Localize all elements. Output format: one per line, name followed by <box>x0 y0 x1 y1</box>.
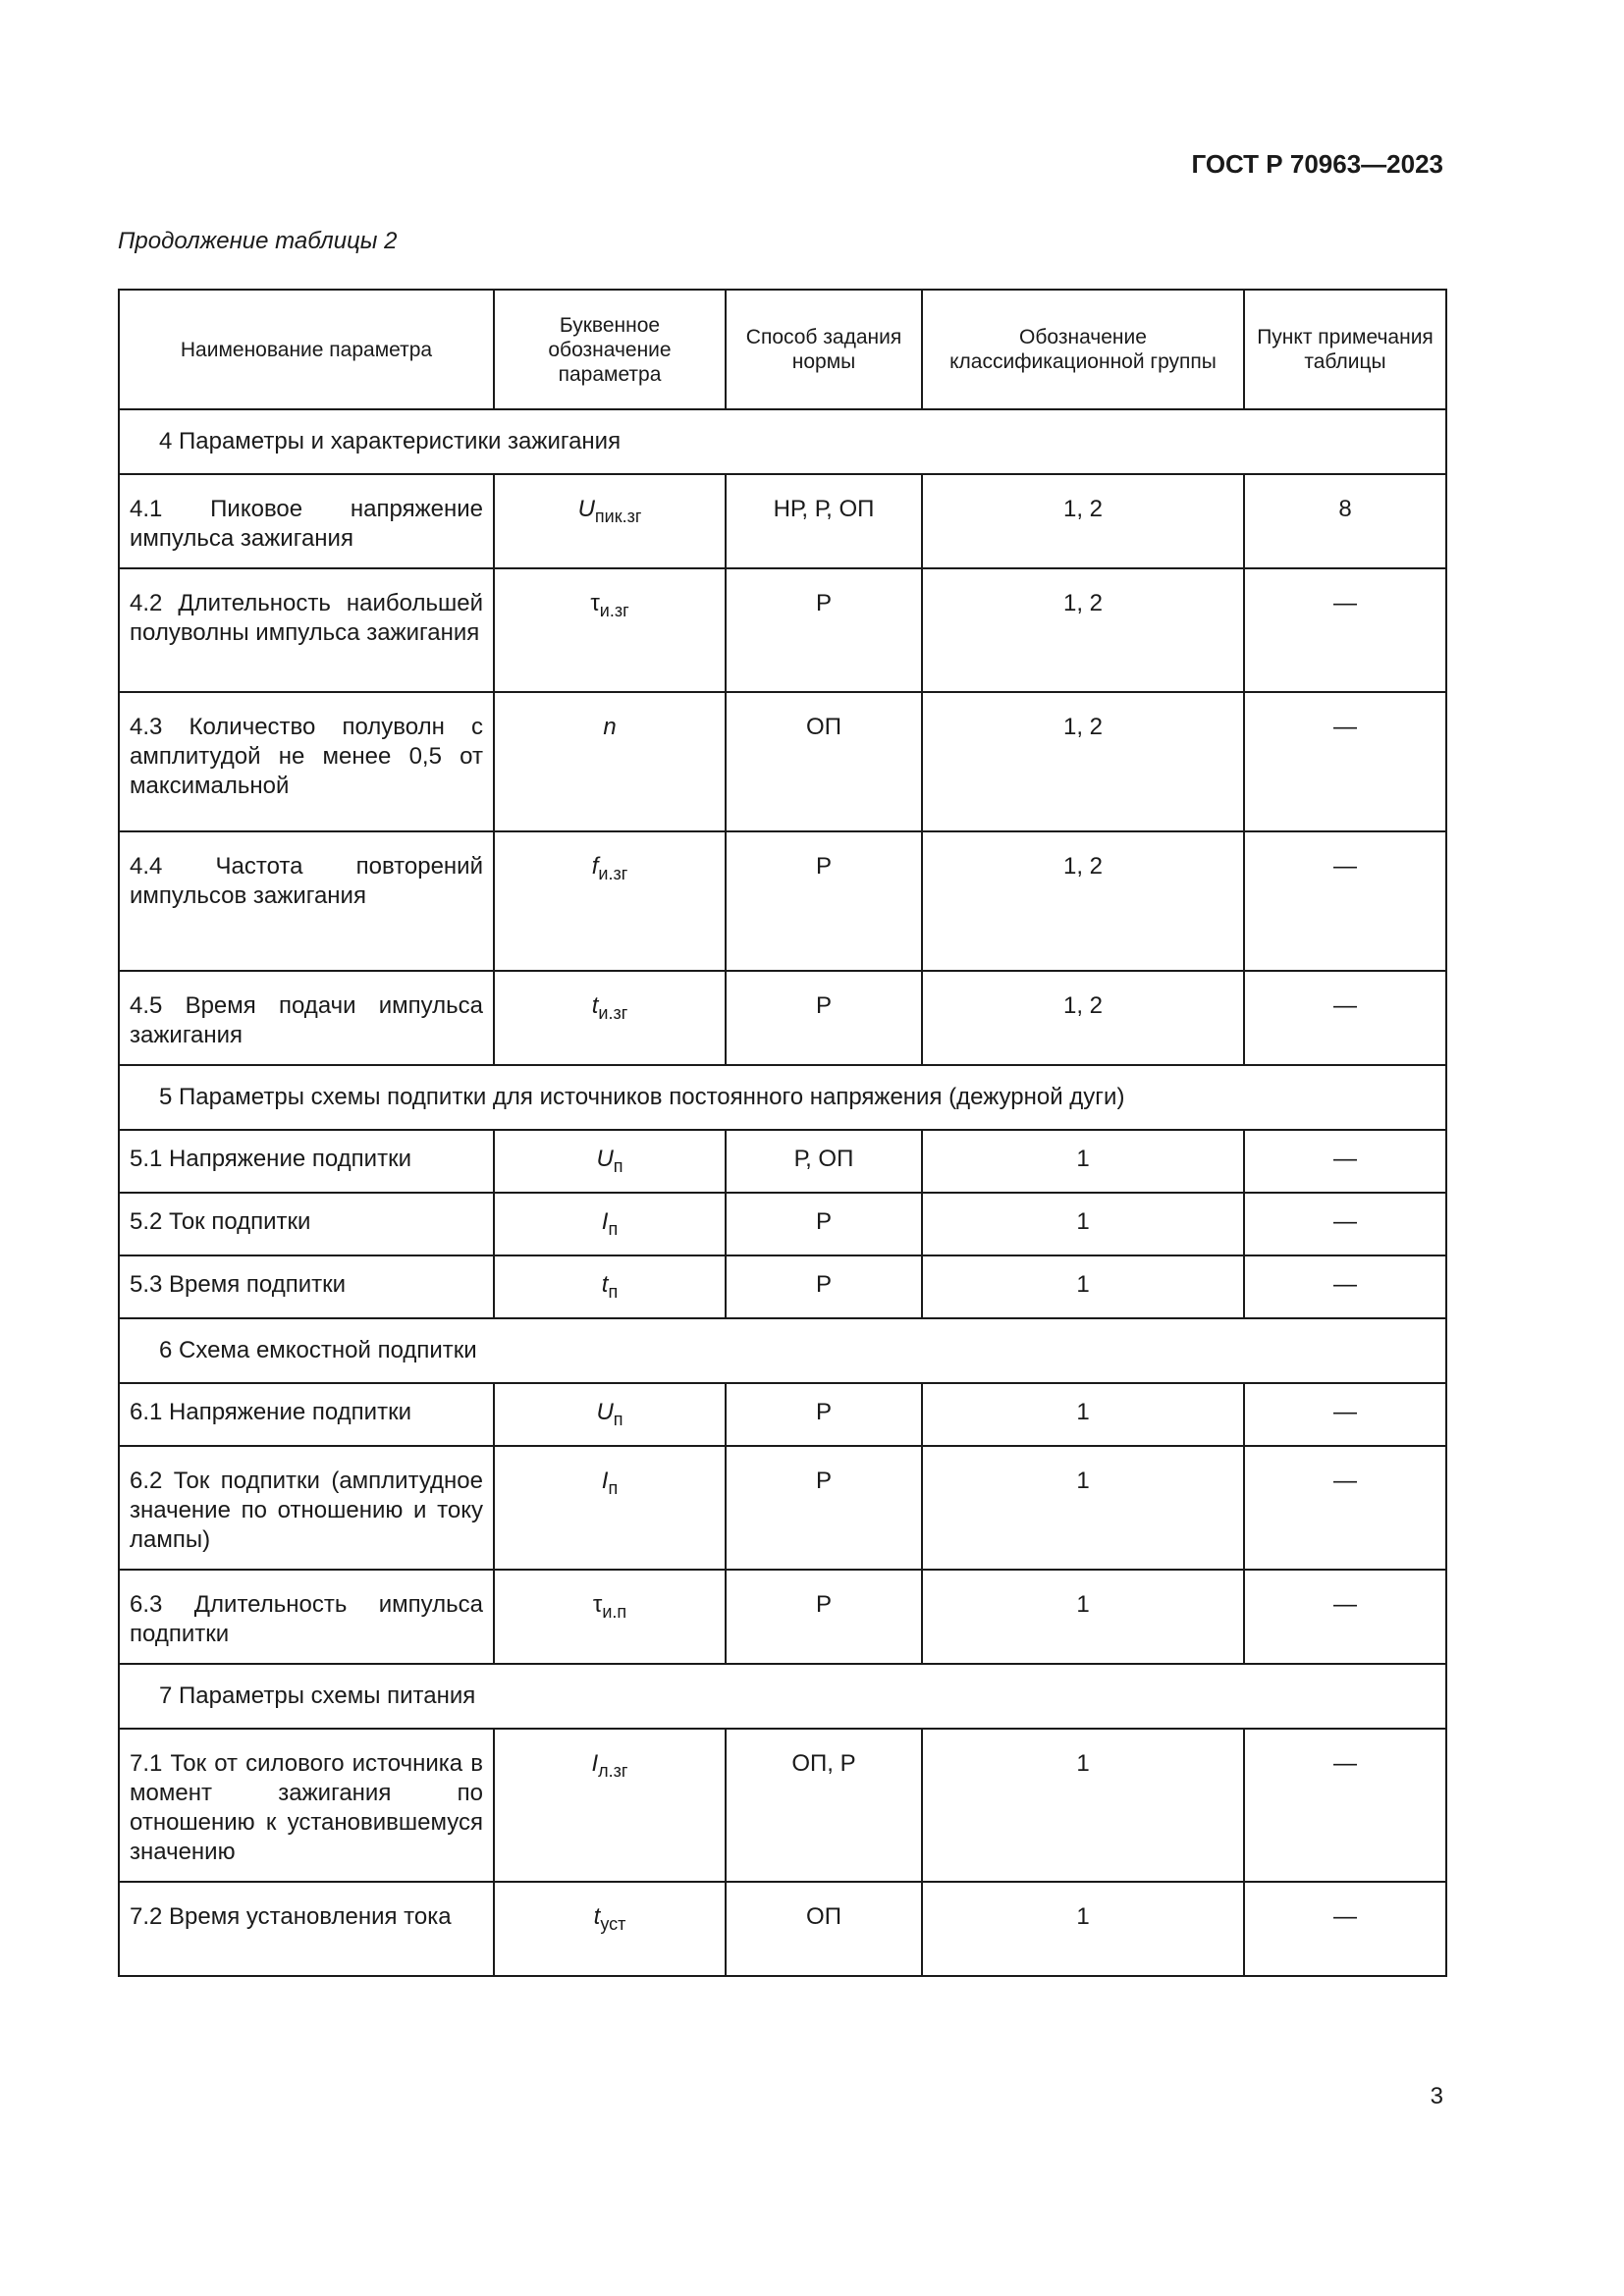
param-name: 6.3 Длительность импульса подпитки <box>119 1570 494 1664</box>
param-group: 1 <box>922 1130 1244 1193</box>
table-row <box>119 1383 1446 1446</box>
param-symbol: $f_{и.зг}$ <box>494 831 726 971</box>
param-note: — <box>1244 1446 1446 1570</box>
section-row <box>119 1318 1446 1383</box>
param-method: Р <box>726 971 922 1065</box>
param-note: — <box>1244 1729 1446 1882</box>
param-symbol: $I_{л.зг}$ <box>494 1729 726 1882</box>
section-row <box>119 409 1446 474</box>
param-group: 1 <box>922 1729 1244 1882</box>
param-name: 6.1 Напряжение подпитки <box>119 1383 494 1446</box>
standard-designation: ГОСТ Р 70963—2023 <box>1191 149 1443 179</box>
param-name: 4.2 Длительность наибольшей полуволны импульса зажигания <box>119 568 494 692</box>
param-method: Р <box>726 1255 922 1318</box>
section-title: 7 Параметры схемы питания <box>119 1664 1446 1729</box>
table-row <box>119 971 1446 1065</box>
param-note: — <box>1244 1255 1446 1318</box>
param-symbol: $t_{и.зг}$ <box>494 971 726 1065</box>
param-name: 6.2 Ток подпитки (амплитудное значение по отношению и току лампы) <box>119 1446 494 1570</box>
table-row <box>119 692 1446 831</box>
param-name: 5.2 Ток подпитки <box>119 1193 494 1255</box>
param-note: — <box>1244 971 1446 1065</box>
page-number: 3 <box>1430 2083 1443 2109</box>
param-note: — <box>1244 568 1446 692</box>
table-row <box>119 1729 1446 1882</box>
param-note: — <box>1244 1130 1446 1193</box>
section-row <box>119 1664 1446 1729</box>
param-name: 7.1 Ток от силового источника в момент зажигания по отношению к установившемуся значению <box>119 1729 494 1882</box>
section-title: 6 Схема емкостной подпитки <box>119 1318 1446 1383</box>
param-group: 1 <box>922 1570 1244 1664</box>
table-row <box>119 568 1446 692</box>
param-method: Р <box>726 1570 922 1664</box>
param-symbol: $U_п$ <box>494 1130 726 1193</box>
param-name: 4.5 Время подачи импульса зажигания <box>119 971 494 1065</box>
table-row <box>119 1255 1446 1318</box>
section-row <box>119 1065 1446 1130</box>
param-group: 1, 2 <box>922 971 1244 1065</box>
param-symbol: $t_{уст}$ <box>494 1882 726 1976</box>
param-symbol: $I_п$ <box>494 1193 726 1255</box>
param-name: 7.2 Время установления тока <box>119 1882 494 1976</box>
param-group: 1, 2 <box>922 474 1244 568</box>
table-row <box>119 1882 1446 1976</box>
param-method: Р <box>726 1446 922 1570</box>
param-symbol: $U_{пик.зг}$ <box>494 474 726 568</box>
param-name: 5.3 Время подпитки <box>119 1255 494 1318</box>
param-note: — <box>1244 831 1446 971</box>
param-note: — <box>1244 1383 1446 1446</box>
param-group: 1 <box>922 1255 1244 1318</box>
param-name: 4.1 Пиковое напряжение импульса зажигания <box>119 474 494 568</box>
table-row <box>119 1570 1446 1664</box>
col-header-name: Наименование параметра <box>119 290 494 409</box>
col-header-note: Пункт примечания таблицы <box>1244 290 1446 409</box>
table-row <box>119 1193 1446 1255</box>
param-method: Р <box>726 831 922 971</box>
table-row <box>119 831 1446 971</box>
param-name: 5.1 Напряжение подпитки <box>119 1130 494 1193</box>
param-group: 1, 2 <box>922 692 1244 831</box>
param-method: ОП <box>726 692 922 831</box>
param-symbol: $t_п$ <box>494 1255 726 1318</box>
param-note: — <box>1244 1193 1446 1255</box>
param-name: 4.4 Частота повторений импульсов зажигания <box>119 831 494 971</box>
param-method: Р <box>726 1383 922 1446</box>
col-header-symbol: Буквенное обозначение параметра <box>494 290 726 409</box>
table-caption: Продолжение таблицы 2 <box>118 228 398 254</box>
param-symbol: $U_п$ <box>494 1383 726 1446</box>
section-title: 5 Параметры схемы подпитки для источников постоянного напряжения (дежурной дуги) <box>119 1065 1446 1130</box>
param-symbol: $I_п$ <box>494 1446 726 1570</box>
param-method: Р, ОП <box>726 1130 922 1193</box>
param-method: Р <box>726 1193 922 1255</box>
param-name: 4.3 Количество полуволн с амплитудой не менее 0,5 от максимальной <box>119 692 494 831</box>
col-header-method: Способ задания нормы <box>726 290 922 409</box>
param-group: 1, 2 <box>922 831 1244 971</box>
col-header-group: Обозначение классификационной группы <box>922 290 1244 409</box>
param-group: 1 <box>922 1882 1244 1976</box>
table-row <box>119 1446 1446 1570</box>
param-group: 1 <box>922 1446 1244 1570</box>
parameters-table <box>118 289 1447 1977</box>
param-note: — <box>1244 692 1446 831</box>
param-note: 8 <box>1244 474 1446 568</box>
table-header-row <box>119 290 1446 409</box>
section-title: 4 Параметры и характеристики зажигания <box>119 409 1446 474</box>
param-method: Р <box>726 568 922 692</box>
param-method: ОП, Р <box>726 1729 922 1882</box>
param-method: НР, Р, ОП <box>726 474 922 568</box>
param-note: — <box>1244 1882 1446 1976</box>
param-note: — <box>1244 1570 1446 1664</box>
param-symbol: $\tau_{и.п}$ <box>494 1570 726 1664</box>
table-row <box>119 474 1446 568</box>
param-group: 1, 2 <box>922 568 1244 692</box>
param-group: 1 <box>922 1193 1244 1255</box>
param-symbol: $\tau_{и.зг}$ <box>494 568 726 692</box>
table-row <box>119 1130 1446 1193</box>
param-group: 1 <box>922 1383 1244 1446</box>
param-symbol: n <box>494 692 726 831</box>
param-method: ОП <box>726 1882 922 1976</box>
